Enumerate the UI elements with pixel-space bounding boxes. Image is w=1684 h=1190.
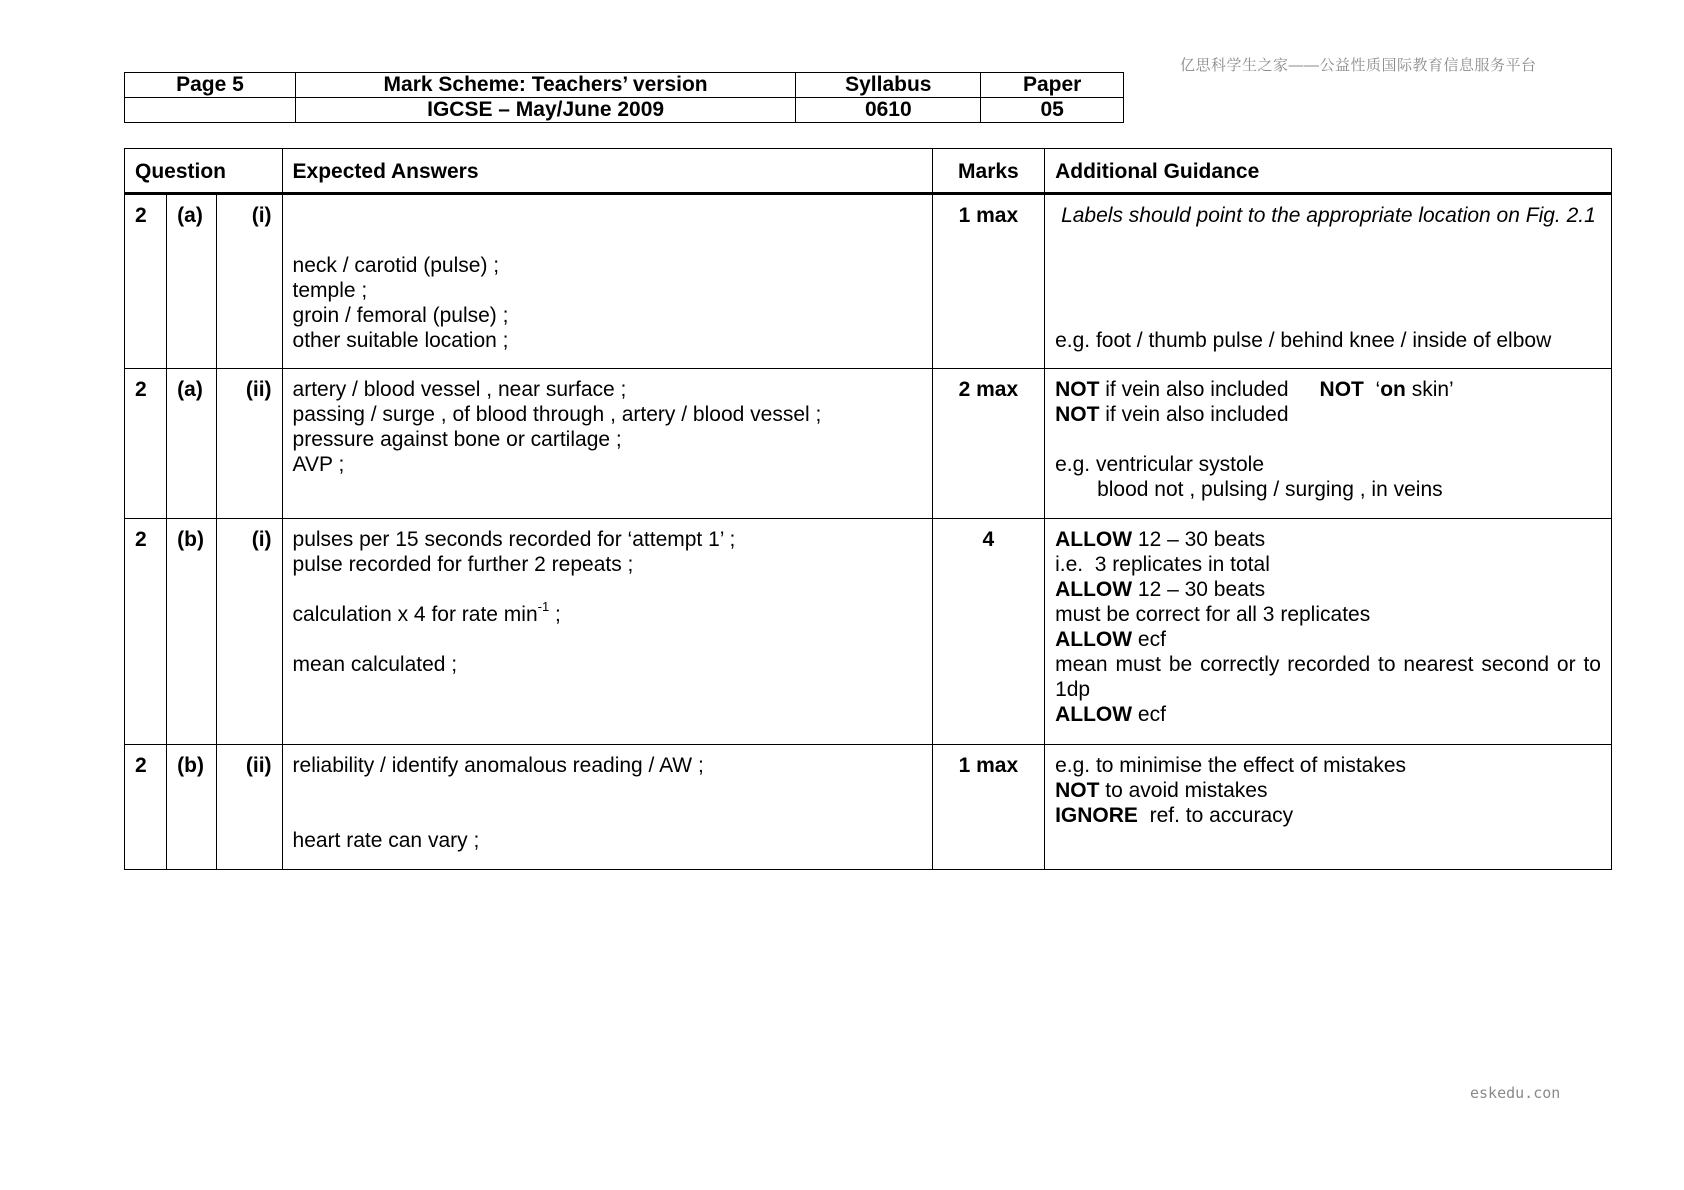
- answer-text: ;: [549, 603, 561, 626]
- question-subpart: (i): [217, 519, 282, 745]
- expected-answers: [282, 745, 932, 870]
- guidance-text: if vein also included: [1105, 378, 1289, 401]
- answer-line: other suitable location ;: [292, 329, 509, 352]
- question-number: 2: [125, 369, 167, 519]
- paper-label: Paper: [981, 73, 1124, 98]
- expected-answers: [282, 194, 932, 369]
- question-header: Question: [125, 149, 283, 194]
- guidance-text: to avoid mistakes: [1105, 779, 1268, 802]
- page-header-table: [124, 72, 1124, 123]
- additional-guidance: [1045, 369, 1612, 519]
- syllabus-label: Syllabus: [796, 73, 981, 98]
- marks-value: 1 max: [932, 194, 1044, 369]
- not-keyword: NOT: [1319, 378, 1364, 401]
- question-number: 2: [125, 519, 167, 745]
- expected-answers: [282, 369, 932, 519]
- ignore-keyword: IGNORE: [1055, 804, 1138, 827]
- allow-keyword: ALLOW: [1055, 628, 1133, 651]
- guidance-line: blood not , pulsing / surging , in veins: [1097, 478, 1443, 501]
- footer-watermark: eskedu.con: [1470, 1084, 1561, 1102]
- answer-text: calculation x 4 for rate min: [292, 603, 538, 626]
- superscript: -1: [537, 599, 550, 614]
- table-row: [125, 369, 1612, 519]
- allow-keyword: ALLOW: [1055, 578, 1133, 601]
- question-subpart: (ii): [217, 369, 282, 519]
- answer-line: passing / surge , of blood through , artery / blood vessel ;: [292, 403, 822, 426]
- guidance-line: [1055, 402, 1601, 427]
- guidance-line: [1055, 803, 1601, 828]
- exam-session: IGCSE – May/June 2009: [295, 98, 796, 123]
- not-keyword: NOT: [1055, 779, 1100, 802]
- answer-line: pulses per 15 seconds recorded for ‘attempt 1’ ;: [292, 528, 736, 551]
- answer-line: temple ;: [292, 279, 368, 302]
- answer-line: mean calculated ;: [292, 653, 458, 676]
- answer-line: pressure against bone or cartilage ;: [292, 428, 622, 451]
- guidance-text: 12 – 30 beats: [1137, 578, 1266, 601]
- guidance-line: [1055, 627, 1601, 652]
- guidance-text: if vein also included: [1105, 403, 1289, 426]
- not-keyword: NOT: [1055, 378, 1100, 401]
- guidance-text: ‘: [1375, 378, 1381, 401]
- marks-value: 1 max: [932, 745, 1044, 870]
- marks-header: Marks: [932, 149, 1044, 194]
- question-part: (b): [167, 519, 217, 745]
- question-part: (b): [167, 745, 217, 870]
- not-keyword: NOT: [1055, 403, 1100, 426]
- additional-guidance: [1045, 745, 1612, 870]
- header-row: [125, 98, 1124, 123]
- marks-value: 4: [932, 519, 1044, 745]
- guidance-header: Additional Guidance: [1045, 149, 1612, 194]
- guidance-line: [1055, 377, 1601, 402]
- guidance-line: [1055, 778, 1601, 803]
- guidance-line: e.g. foot / thumb pulse / behind knee / inside of elbow: [1055, 329, 1552, 352]
- question-number: 2: [125, 194, 167, 369]
- guidance-text: ref. to accuracy: [1149, 804, 1294, 827]
- marks-value: 2 max: [932, 369, 1044, 519]
- additional-guidance: [1045, 519, 1612, 745]
- answer-line: [292, 599, 922, 627]
- question-subpart: (ii): [217, 745, 282, 870]
- paper-number: 05: [981, 98, 1124, 123]
- question-number: 2: [125, 745, 167, 870]
- answer-line: artery / blood vessel , near surface ;: [292, 378, 627, 401]
- expected-answers: [282, 519, 932, 745]
- watermark-text: 亿思科学生之家——公益性质国际教育信息服务平台: [1180, 57, 1537, 74]
- answers-header: Expected Answers: [282, 149, 932, 194]
- answer-line: reliability / identify anomalous reading / AW ;: [292, 754, 704, 777]
- answer-line: neck / carotid (pulse) ;: [292, 254, 500, 277]
- header-blank-cell: [125, 98, 296, 123]
- guidance-text: 12 – 30 beats: [1137, 528, 1266, 551]
- guidance-text: skin’: [1411, 378, 1454, 401]
- guidance-line: e.g. ventricular systole: [1055, 453, 1265, 476]
- header-row: [125, 73, 1124, 98]
- allow-keyword: ALLOW: [1055, 528, 1133, 551]
- allow-keyword: ALLOW: [1055, 703, 1133, 726]
- guidance-line: [1055, 527, 1601, 552]
- question-part: (a): [167, 194, 217, 369]
- guidance-line: must be correct for all 3 replicates: [1055, 603, 1371, 626]
- answer-line: AVP ;: [292, 453, 345, 476]
- guidance-line: [1055, 702, 1601, 727]
- additional-guidance: [1045, 194, 1612, 369]
- table-header-row: [125, 149, 1612, 194]
- guidance-line: mean must be correctly recorded to nearest second or to 1dp: [1055, 653, 1601, 701]
- page-number: Page 5: [125, 73, 296, 98]
- document-title: Mark Scheme: Teachers’ version: [295, 73, 796, 98]
- answer-line: groin / femoral (pulse) ;: [292, 304, 509, 327]
- table-row: [125, 745, 1612, 870]
- table-row: [125, 194, 1612, 369]
- answer-line: heart rate can vary ;: [292, 829, 480, 852]
- on-keyword: on: [1380, 378, 1406, 401]
- guidance-line: [1055, 577, 1601, 602]
- guidance-line: e.g. to minimise the effect of mistakes: [1055, 754, 1407, 777]
- guidance-line: i.e. 3 replicates in total: [1055, 553, 1270, 576]
- guidance-text: ecf: [1137, 628, 1166, 651]
- guidance-note: Labels should point to the appropriate location on Fig. 2.1: [1061, 204, 1596, 227]
- question-subpart: (i): [217, 194, 282, 369]
- table-row: [125, 519, 1612, 745]
- guidance-text: ecf: [1137, 703, 1166, 726]
- answer-line: pulse recorded for further 2 repeats ;: [292, 553, 634, 576]
- syllabus-code: 0610: [796, 98, 981, 123]
- question-part: (a): [167, 369, 217, 519]
- mark-scheme-table: [124, 148, 1612, 870]
